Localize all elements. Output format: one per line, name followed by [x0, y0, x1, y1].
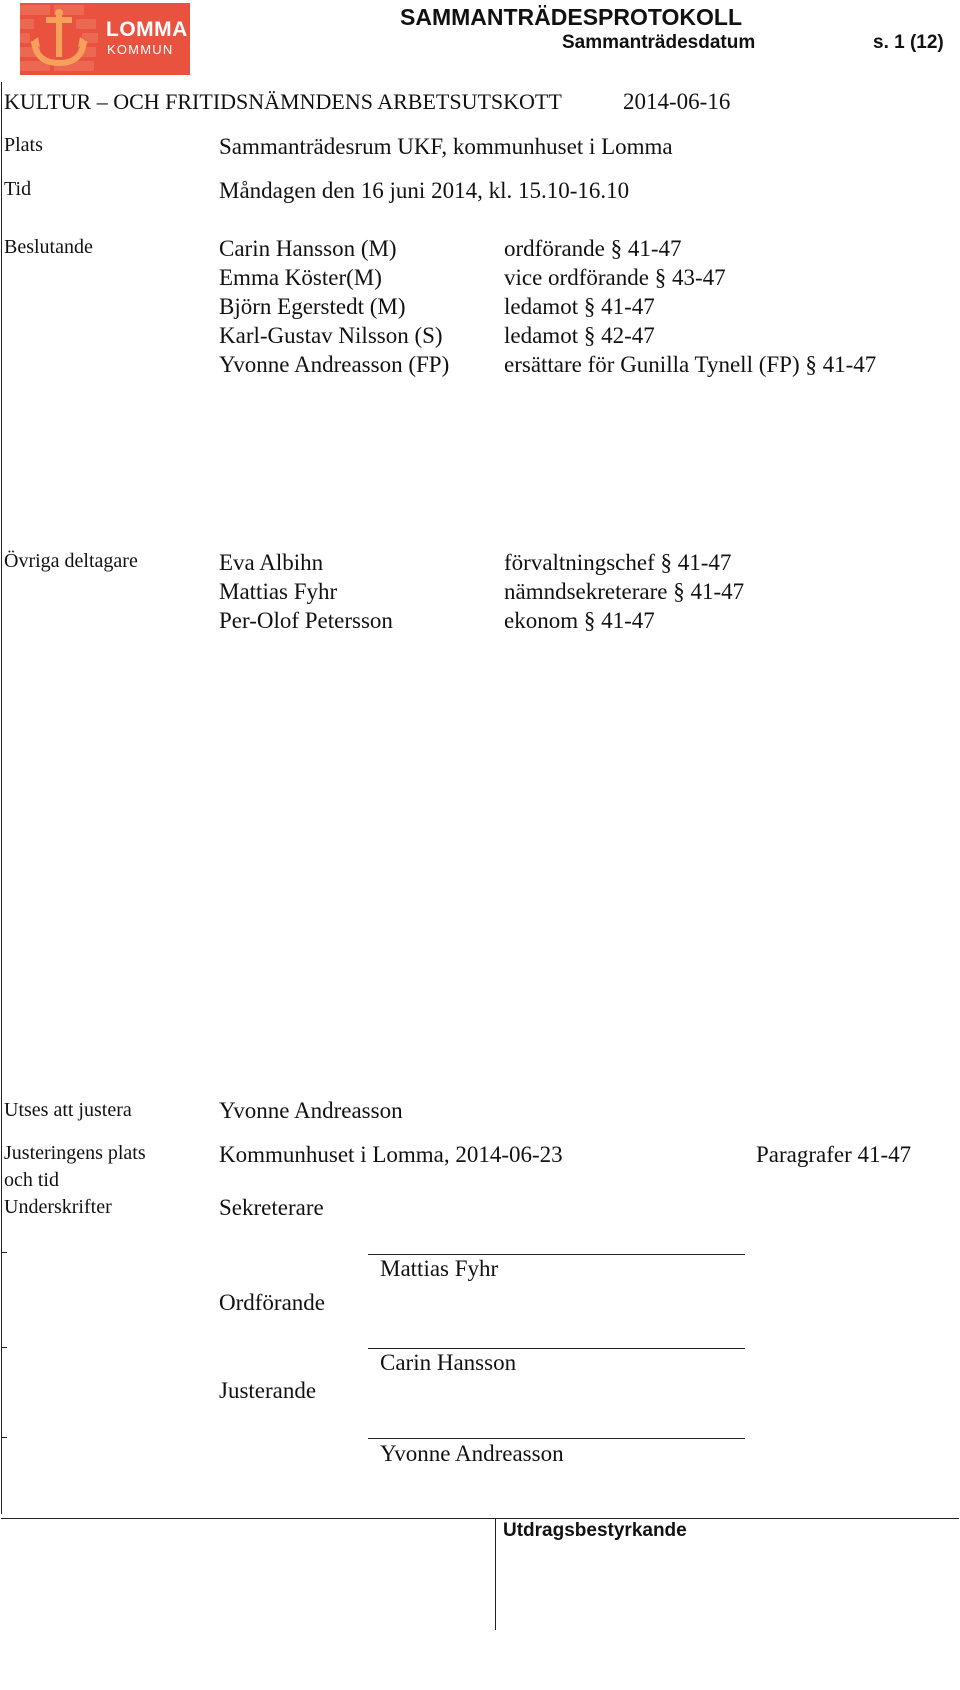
justering-value: Kommunhuset i Lomma, 2014-06-23 — [219, 1142, 563, 1167]
left-tick — [1, 1347, 7, 1348]
participant-name: Mattias Fyhr — [219, 579, 338, 604]
lomma-kommun-logo — [20, 3, 190, 75]
logo-text-lomma: LOMMA — [106, 18, 188, 41]
signature-line — [368, 1438, 745, 1439]
justering-label-line1: Justeringens plats — [4, 1142, 146, 1164]
left-border — [1, 82, 2, 1514]
signature-name: Carin Hansson — [380, 1350, 517, 1375]
ovriga-label: Övriga deltagare — [4, 550, 138, 572]
signature-line — [368, 1348, 745, 1349]
utses-label: Utses att justera — [4, 1099, 132, 1121]
member-role: ledamot § 41-47 — [504, 294, 655, 319]
member-name: Karl-Gustav Nilsson (S) — [219, 323, 443, 348]
signature-name: Yvonne Andreasson — [380, 1441, 564, 1466]
footer-top-border — [1, 1518, 959, 1519]
signature-role: Justerande — [219, 1378, 317, 1403]
committee-name: KULTUR – OCH FRITIDSNÄMNDENS ARBETSUTSKOTT — [4, 89, 562, 114]
document-type-title: SAMMANTRÄDESPROTOKOLL — [400, 4, 743, 30]
participant-role: ekonom § 41-47 — [504, 608, 655, 633]
member-role: ersättare för Gunilla Tynell (FP) § 41-47 — [504, 352, 877, 377]
participant-role: nämndsekreterare § 41-47 — [504, 579, 745, 604]
left-tick — [1, 1437, 7, 1438]
paragrafer-value: Paragrafer 41-47 — [756, 1142, 912, 1167]
utses-value: Yvonne Andreasson — [219, 1098, 403, 1123]
utdragsbestyrkande-title: Utdragsbestyrkande — [503, 1520, 687, 1541]
meeting-date: 2014-06-16 — [623, 89, 731, 114]
page-number: s. 1 (12) — [873, 32, 944, 53]
member-name: Björn Egerstedt (M) — [219, 294, 406, 319]
member-role: vice ordförande § 43-47 — [504, 265, 726, 290]
signature-role: Ordförande — [219, 1290, 326, 1315]
participant-name: Eva Albihn — [219, 550, 324, 575]
member-name: Carin Hansson (M) — [219, 236, 397, 261]
logo-text-kommun: KOMMUN — [107, 42, 174, 57]
signature-line — [368, 1254, 745, 1255]
tid-label: Tid — [4, 178, 32, 200]
member-name: Emma Köster(M) — [219, 265, 382, 290]
participant-role: förvaltningschef § 41-47 — [504, 550, 732, 575]
plats-value: Sammanträdesrum UKF, kommunhuset i Lomma — [219, 134, 673, 159]
participant-name: Per-Olof Petersson — [219, 608, 393, 633]
tid-value: Måndagen den 16 juni 2014, kl. 15.10-16.10 — [219, 178, 630, 203]
underskrifter-label: Underskrifter — [4, 1196, 112, 1218]
signature-name: Mattias Fyhr — [380, 1256, 499, 1281]
left-tick — [1, 1252, 7, 1253]
member-role: ledamot § 42-47 — [504, 323, 655, 348]
meeting-date-label: Sammanträdesdatum — [562, 32, 756, 53]
anchor-icon — [26, 7, 92, 71]
plats-label: Plats — [4, 134, 43, 156]
footer-divider — [495, 1518, 496, 1630]
member-name: Yvonne Andreasson (FP) — [219, 352, 450, 377]
beslutande-label: Beslutande — [4, 236, 93, 258]
signature-role: Sekreterare — [219, 1195, 324, 1220]
justering-label-line2: och tid — [4, 1169, 59, 1191]
member-role: ordförande § 41-47 — [504, 236, 682, 261]
